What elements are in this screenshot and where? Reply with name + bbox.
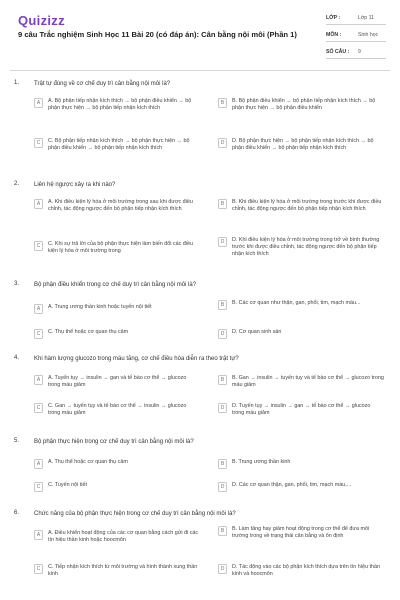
option-text: B. Bộ phận điều khiển → bộ phận tiếp nhận kích thích → bộ phận thực hiện → bộ phận điều khiển <box>232 98 376 112</box>
option-letter-badge: C <box>34 482 43 492</box>
option-text: A. Bộ phận tiếp nhận kích thích → bộ phận điều khiển → bộ phận thực hiện → bộ phận tiếp nhận kích thích <box>48 98 192 112</box>
option-text: D. Bộ phận thực hiện → bộ phận tiếp nhận kích thích → bộ phận điều khiển → bộ phận tiếp nhận kích thích <box>232 138 374 152</box>
question-text: Bộ phận thực hiện trong cơ chế duy trì cân bằng nội môi là? <box>34 439 194 445</box>
option-text: A. Điều khiển hoạt động của các cơ quan bằng cách gửi đi các tín hiệu thần kinh hoặc hoocmôn <box>48 530 199 544</box>
question-number: 1. <box>14 80 20 86</box>
option-letter-badge: D <box>218 237 227 247</box>
worksheet-header <box>0 0 400 62</box>
option-text: A. Tuyến tụy → insulin → gan và tế bào cơ thể → glucozo trong máu giảm <box>48 375 187 389</box>
worksheet-title: 9 câu Trắc nghiệm Sinh Học 11 Bài 20 (có đáp án): Cân bằng nội môi (Phần 1) <box>18 30 297 39</box>
option-letter-badge: D <box>218 138 227 148</box>
option-letter-badge: B <box>218 98 227 108</box>
option-letter-badge: C <box>34 329 43 339</box>
option-letter-badge: B <box>218 375 227 385</box>
option-text: C. Thụ thể hoặc cơ quan thụ cảm <box>48 329 129 335</box>
option-text: C. Gan → tuyến tụy và tế bào cơ thể → insulin → glucozo trong máu giảm <box>48 403 187 417</box>
option-text: A. Khi điều kiện lý hóa ở môi trường trong sau khi được điều chỉnh, tác động ngược đến bộ phận tiếp nhận kích thích <box>48 199 193 213</box>
option-letter-badge: C <box>34 241 43 251</box>
question-number: 5. <box>14 438 20 444</box>
meta-label: MÔN : <box>326 31 342 38</box>
option-letter-badge: D <box>218 564 227 574</box>
header-divider <box>10 70 390 71</box>
meta-value: Lớp 11 <box>358 14 374 21</box>
worksheet-meta <box>326 11 386 62</box>
option-text: B. Các cơ quan như thận, gan, phổi, tim, mạch máu... <box>232 300 361 306</box>
question-text: Liên hệ ngược xảy ra khi nào? <box>34 182 116 188</box>
option-letter-badge: D <box>218 329 227 339</box>
option-text: D. Khi điều kiện lý hóa ở môi trường trong trở về bình thường trước khi được điều chỉnh, tác động ngược đến bộ phận tiếp nhận kích thích <box>232 237 380 258</box>
option-text: C. Tiếp nhận kích thích từ môi trường và hình thành xung thần kinh <box>48 564 198 578</box>
meta-value: 9 <box>358 48 361 55</box>
question-text: Chức năng của bộ phận thực hiện trong cơ chế duy trì cân bằng nội môi là? <box>34 511 236 517</box>
option-letter-badge: B <box>218 459 227 469</box>
question-text: Bộ phận điều khiển trong cơ chế duy trì cân bằng nội môi là? <box>34 282 197 288</box>
option-text: A. Trung ương thần kinh hoặc tuyến nội tiết <box>48 304 152 310</box>
quizizz-logo[interactable] <box>18 13 65 28</box>
option-letter-badge: A <box>34 98 43 108</box>
option-text: B. Trung ương thần kinh <box>232 459 291 465</box>
option-letter-badge: D <box>218 403 227 413</box>
option-letter-badge: A <box>34 375 43 385</box>
meta-value: Sinh học <box>358 31 379 38</box>
option-text: D. Cơ quan sinh sản <box>232 329 282 335</box>
option-letter-badge: C <box>34 138 43 148</box>
option-text: B. Khi điều kiện lý hóa ở môi trường trong trước khi được điều chỉnh, tác động ngược đến bộ phận tiếp nhận kích thích <box>232 199 382 213</box>
option-text: D. Tác động vào các bộ phận kích thích dựa trên tín hiệu thần kinh và hoocmôn <box>232 564 380 578</box>
option-letter-badge: A <box>34 304 43 314</box>
question-text: Khi hàm lượng glucozo trong máu tăng, cơ chế điều hòa diễn ra theo trật tự? <box>34 356 239 362</box>
question-text: Trật tự đúng về cơ chế duy trì cân bằng nội môi là? <box>34 81 171 87</box>
option-text: C. Bộ phận tiếp nhận kích thích → bộ phận thực hiện → bộ phận điều khiển → bộ phận tiếp nhận kích thích <box>48 138 190 152</box>
question-number: 6. <box>14 510 20 516</box>
option-text: B. Làm tăng hay giảm hoạt động trong cơ thể để đưa môi trường trong về trạng thái cân bằng và ổn định <box>232 526 370 540</box>
logo-text: Quizizz <box>18 13 65 28</box>
question-number: 4. <box>14 355 20 361</box>
option-letter-badge: C <box>34 403 43 413</box>
meta-label: LỚP : <box>326 14 341 21</box>
meta-row-class <box>326 11 386 25</box>
option-text: D. Các cơ quan thận, gan, phổi, tim, mạch máu,... <box>232 482 352 488</box>
option-text: C. Khi sự trả lời của bộ phận thực hiện làm biến đổi các điều kiện lý hóa ở môi trường trong <box>48 241 193 255</box>
option-text: C. Tuyến nội tiết <box>48 482 87 488</box>
meta-label: SỐ CÂU : <box>326 48 350 55</box>
option-letter-badge: C <box>34 564 43 574</box>
question-number: 3. <box>14 281 20 287</box>
option-letter-badge: B <box>218 526 227 536</box>
option-letter-badge: A <box>34 199 43 209</box>
option-text: A. Thụ thể hoặc cơ quan thụ cảm <box>48 459 128 465</box>
option-text: D. Tuyến tụy → insulin → gan → tế bào cơ thể → glucozo trong máu giảm <box>232 403 371 417</box>
option-letter-badge: B <box>218 199 227 209</box>
meta-row-subject <box>326 28 386 42</box>
option-letter-badge: D <box>218 482 227 492</box>
option-letter-badge: A <box>34 530 43 540</box>
question-number: 2. <box>14 181 20 187</box>
meta-row-count <box>326 45 386 59</box>
option-letter-badge: A <box>34 459 43 469</box>
option-text: B. Gan → insulin → tuyến tụy và tế bào cơ thể → glucozo trong máu giảm <box>232 375 384 389</box>
option-letter-badge: B <box>218 300 227 310</box>
